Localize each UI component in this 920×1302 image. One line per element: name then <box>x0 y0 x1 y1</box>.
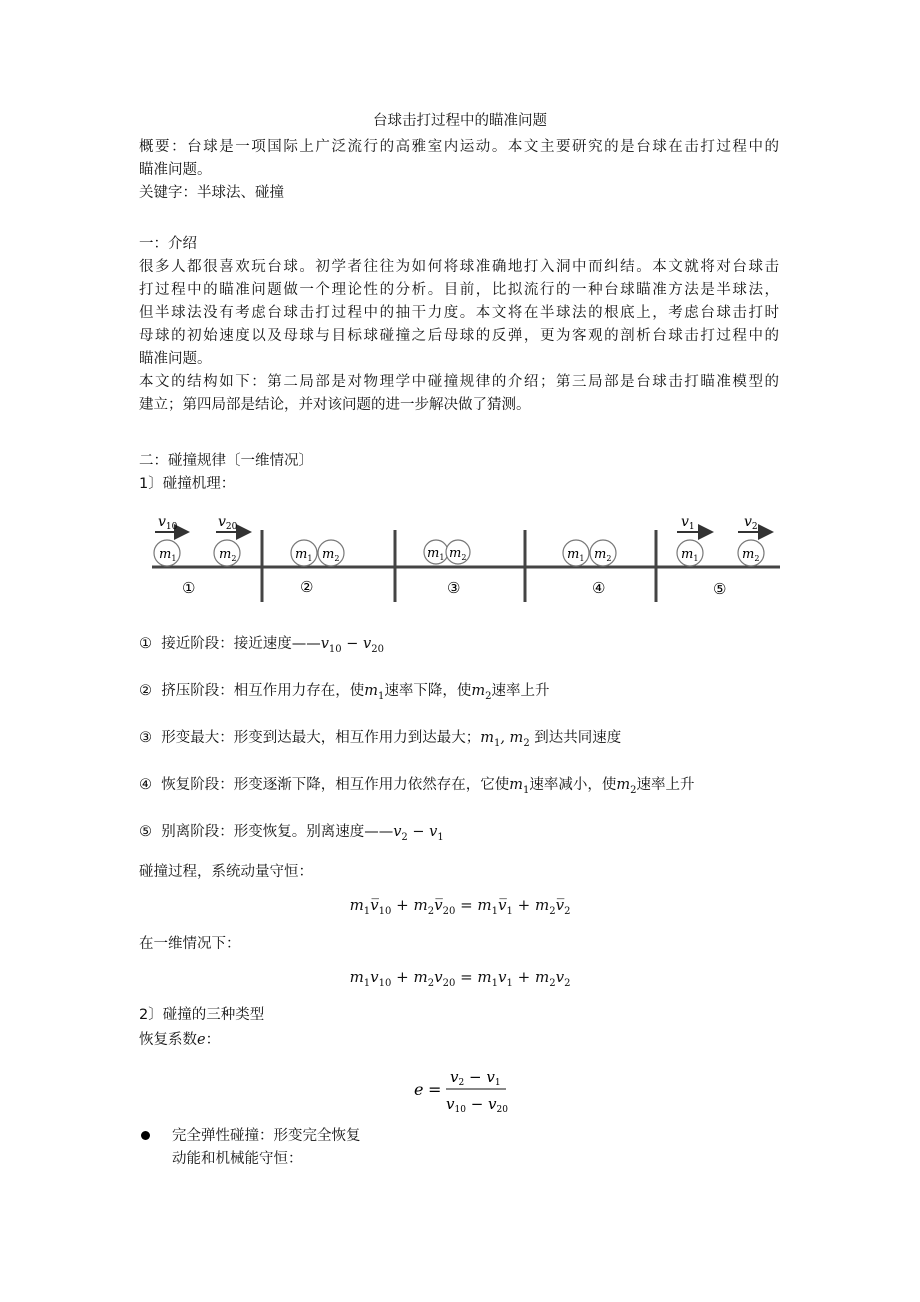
collision-diagram <box>140 508 790 608</box>
v1-subscript: 1 <box>688 522 695 532</box>
svg-text:m2: $m_2$ <box>594 547 612 563</box>
stage-label: ③ <box>447 579 461 597</box>
momentum-text: 碰撞过程，系统动量守恒： <box>139 864 313 880</box>
stage-3-description: ③ 形变最大：形变到达最大，相互作用力到达最大；$m_1$, $m_2$ 到达共同速度 <box>139 730 622 749</box>
v20-subscript: 20 <box>225 522 238 532</box>
svg-text:m1: $m_1$ <box>159 547 177 563</box>
collision-types-heading: 2〕碰撞的三种类型 <box>139 1007 265 1023</box>
abstract-line-1: 概要：台球是一项国际上广泛流行的高雅室内运动。本文主要研究的是台球在击打过程中的 <box>139 139 779 155</box>
bullet-point <box>141 1131 150 1140</box>
stage-label: ② <box>300 578 314 596</box>
section2-heading: 二：碰撞规律〔一维情况〕 <box>139 453 313 469</box>
momentum-equation-scalar: $m_1v_{10} + m_2v_{20} = m_1v_1 + m_2v_2$ <box>349 968 571 989</box>
stage-label: ⑤ <box>713 580 727 598</box>
svg-text:v1 <box>681 514 695 532</box>
intro-line: 很多人都很喜欢玩台球。初学者往往为如何将球准确地打入洞中而纠结。本文就将对台球击 <box>139 259 779 275</box>
intro-line: 但半球法没有考虑台球击打过程中的抽干力度。本文将在半球法的根底上，考虑台球击打时 <box>139 305 779 321</box>
page-title: 台球击打过程中的瞄准问题 <box>373 113 547 129</box>
svg-text:v20 <box>218 514 238 532</box>
svg-text:v2 − v1: $v_2 - v_1$ <box>450 1068 501 1088</box>
svg-text:=: = <box>428 1080 442 1099</box>
svg-text:m1: $m_1$ <box>427 546 445 562</box>
v1-symbol: v <box>681 514 689 530</box>
restitution-equation <box>410 1060 520 1118</box>
svg-text:v10 <box>158 514 178 532</box>
svg-text:v10 − v20: $v_{10} - v_{20}$ <box>446 1095 508 1115</box>
intro-line: 母球的初始速度以及母球与目标球碰撞之后母球的反弹，更为客观的剖析台球击打过程中的 <box>139 328 779 344</box>
stage-label: ④ <box>592 579 606 597</box>
stage-label: ① <box>182 579 196 597</box>
svg-text:m2: $m_2$ <box>742 547 760 563</box>
momentum-equation-vector: $m_1v̅_{10}$ + $m_2v̅_{20}$ = $m_1v̅_1$ + $m_2v̅_2$ <box>349 896 571 917</box>
svg-text:m2: $m_2$ <box>322 547 340 563</box>
svg-text:e: e <box>414 1080 424 1099</box>
structure-line: 建立；第四局部是结论，并对该问题的进一步解决做了猜测。 <box>139 397 531 413</box>
svg-text:m1: $m_1$ <box>295 547 313 563</box>
keywords: 关键字：半球法、碰撞 <box>139 185 284 201</box>
stage-1-description: ① 接近阶段：接近速度$——v_{10} - v_{20}$ <box>139 636 384 655</box>
intro-line: 瞄准问题。 <box>139 351 212 367</box>
restitution-text: 恢复系数e： <box>139 1032 221 1048</box>
stage-2-description: ② 挤压阶段：相互作用力存在，使$m_1$速率下降，使$m_2$速率上升 <box>139 683 550 702</box>
v10-subscript: 10 <box>165 522 178 532</box>
svg-text:v2 <box>744 514 758 532</box>
v10-symbol: v <box>158 514 166 530</box>
section1-heading: 一：介绍 <box>139 236 197 252</box>
v20-symbol: v <box>218 514 226 530</box>
svg-text:m2: $m_2$ <box>219 547 237 563</box>
elastic-collision-text: 完全弹性碰撞：形变完全恢复 <box>172 1128 361 1144</box>
one-dimension-text: 在一维情况下： <box>139 936 241 952</box>
stage-4-description: ④ 恢复阶段：形变逐渐下降，相互作用力依然存在，它使$m_1$速率减小，使$m_2$速率上升 <box>139 777 695 796</box>
svg-text:m1: $m_1$ <box>567 547 585 563</box>
v2-subscript: 2 <box>751 522 758 532</box>
intro-line: 打过程中的瞄准问题做一个理论性的分析。目前，比拟流行的一种台球瞄准方法是半球法， <box>139 282 779 298</box>
structure-line: 本文的结构如下：第二局部是对物理学中碰撞规律的介绍；第三局部是台球击打瞄准模型的 <box>139 374 779 390</box>
svg-text:m1: $m_1$ <box>681 547 699 563</box>
stage-5-description: ⑤ 别离阶段：形变恢复。别离速度$——v_2 - v_1$ <box>139 824 444 843</box>
svg-text:m2: $m_2$ <box>449 546 467 562</box>
abstract-line-2: 瞄准问题。 <box>139 162 212 178</box>
energy-conservation-text: 动能和机械能守恒： <box>172 1151 303 1167</box>
collision-mechanism-heading: 1〕碰撞机理： <box>139 476 236 492</box>
v2-symbol: v <box>744 514 752 530</box>
